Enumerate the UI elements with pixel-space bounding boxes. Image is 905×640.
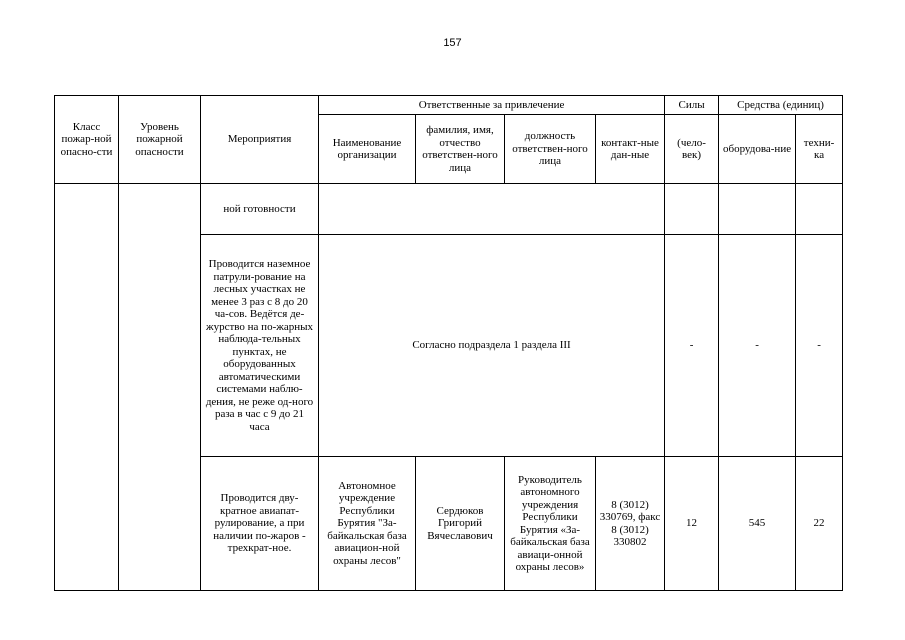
level-cell: [119, 184, 201, 591]
empty-cell: [665, 184, 719, 235]
equipment-cell: -: [719, 235, 796, 457]
header-level: Уровень пожарной опасности: [119, 96, 201, 184]
header-means: Средства (единиц): [719, 96, 843, 115]
empty-cell: [319, 184, 665, 235]
people-cell: -: [665, 235, 719, 457]
fio-cell: Сердюков Григорий Вячеславович: [416, 457, 505, 591]
tech-cell: 22: [796, 457, 843, 591]
measure-cell: Проводится наземное патрули-рование на лесных участках не менее 3 раз с 8 до 20 ча-сов. Ведётся де-журство на по-жарных наблюда-тельных пунктах, не оборудованных автоматическими системами наблю-дения, не реже од-ного раза в час с 9 до 21 часа: [201, 235, 319, 457]
org-cell: Автономное учреждение Республики Бурятия "За-байкальская база авиацион-ной охраны лесов": [319, 457, 416, 591]
header-measures: Мероприятия: [201, 96, 319, 184]
empty-cell: [719, 184, 796, 235]
header-org-name: Наименование организации: [319, 115, 416, 184]
table-row: [55, 184, 843, 235]
empty-cell: [796, 184, 843, 235]
measure-cell: Проводится дву-кратное авиапат-рулирование, а при наличии по-жаров - трехкрат-ное.: [201, 457, 319, 591]
merged-reference-cell: Согласно подраздела 1 раздела III: [319, 235, 665, 457]
header-equipment: оборудова-ние: [719, 115, 796, 184]
header-contacts: контакт-ные дан-ные: [596, 115, 665, 184]
header-class: Класс пожар-ной опасно-сти: [55, 96, 119, 184]
contacts-cell: 8 (3012) 330769, факс 8 (3012) 330802: [596, 457, 665, 591]
equipment-cell: 545: [719, 457, 796, 591]
people-cell: 12: [665, 457, 719, 591]
position-cell: Руководитель автономного учреждения Республики Бурятия «За-байкальская база авиаци-онной охраны лесов»: [505, 457, 596, 591]
page-number: 157: [443, 37, 462, 49]
tech-cell: -: [796, 235, 843, 457]
header-people: (чело-век): [665, 115, 719, 184]
fire-measures-table: [54, 95, 843, 591]
class-cell: [55, 184, 119, 591]
header-forces: Силы: [665, 96, 719, 115]
header-position: должность ответствен-ного лица: [505, 115, 596, 184]
header-fio: фамилия, имя, отчество ответствен-ного лица: [416, 115, 505, 184]
header-responsible: Ответственные за привлечение: [319, 96, 665, 115]
header-tech: техни-ка: [796, 115, 843, 184]
header-row-1: [55, 96, 843, 115]
measure-cell: ной готовности: [201, 184, 319, 235]
